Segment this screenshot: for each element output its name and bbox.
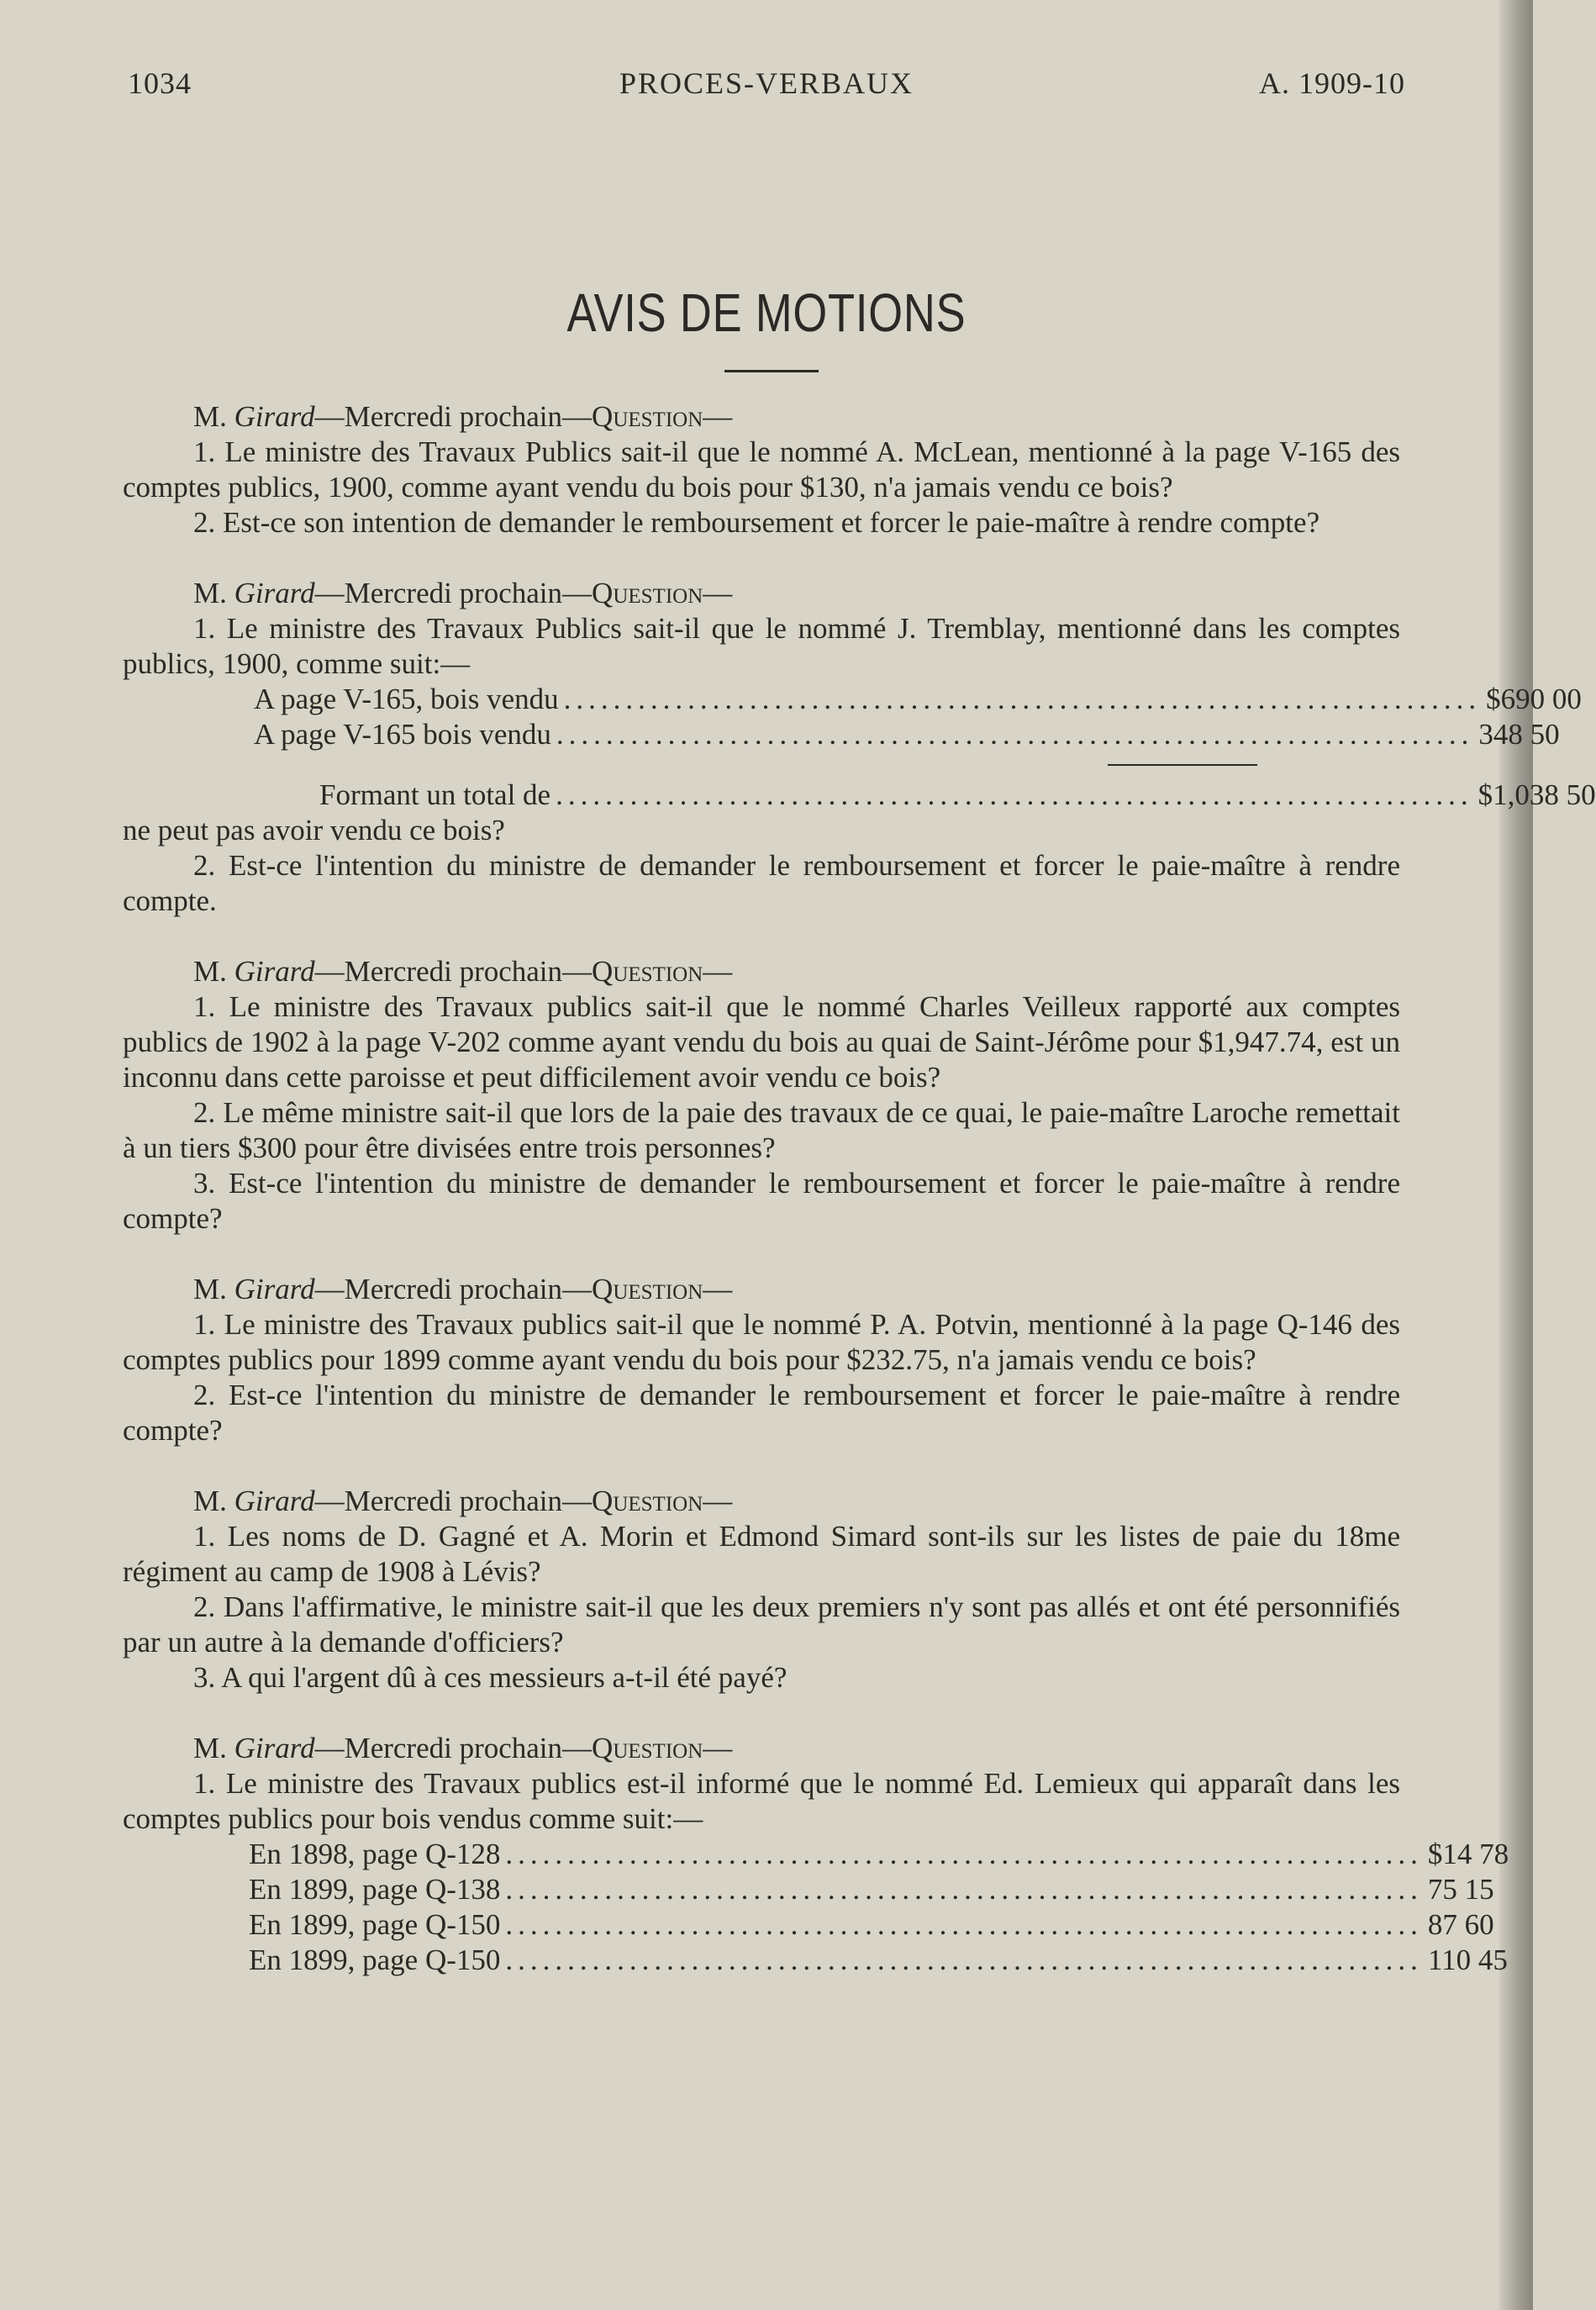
motion [123,1731,1509,1978]
motion-paragraph: 1. Le ministre des Travaux publics sait-il que le nommé P. A. Potvin, mentionné à la page Q-146 des comptes publics pour 1899 comme ayant vendu du bois pour $232.75, n'a jamais vendu ce bois? [123,1308,1400,1376]
leader-dots: .......................................................................... [556,778,1473,811]
sum-rule [1108,764,1257,766]
motion-paragraph: 1. Le ministre des Travaux publics sait-il que le nommé Charles Veilleux rapporté aux comptes publics de 1902 à la page V-202 comme ayant vendu du bois au quai de Saint-Jérôme pour $1,947.74, est un inconnu dans cette paroisse et peut difficilement avoir vendu ce bois? [123,990,1400,1094]
motion-intro: M. Girard—Mercredi prochain—Question— [193,1485,733,1517]
motion-paragraph: 1. Les noms de D. Gagné et A. Morin et Edmond Simard sont-ils sur les listes de paie du 18me régiment au camp de 1908 à Lévis? [123,1520,1400,1588]
motion-intro: M. Girard—Mercredi prochain—Question— [193,400,733,433]
ledger-row: En 1898, page Q-128 .......................................................................... $ 14 78 [249,1838,1509,1870]
ledger-row: En 1899, page Q-150 .......................................................................... 87 60 [249,1908,1494,1941]
motion-paragraph: 2. Dans l'affirmative, le ministre sait-il que les deux premiers n'y sont pas allés et ont été personnifiés par un autre à la demande d'officiers? [123,1590,1400,1659]
ledger-row: A page V-165, bois vendu .......................................................................... $ 690 00 [254,683,1582,715]
session-year: A. 1909-10 [1259,66,1405,100]
motion [123,1484,1400,1696]
member-name: Girard [234,1732,315,1764]
motion [123,576,1596,919]
ledger-row: A page V-165 bois vendu .......................................................................... 348 50 [254,718,1560,751]
motion-paragraph: 1. Le ministre des Travaux Publics sait-il que le nommé A. McLean, mentionné à la page V-165 des comptes publics, 1900, comme ayant vendu du bois pour $130, n'a jamais vendu ce bois? [123,435,1400,504]
leader-dots: .......................................................................... [505,1838,1423,1870]
running-title: PROCES-VERBAUX [619,66,914,100]
motion-intro: M. Girard—Mercredi prochain—Question— [193,577,733,609]
motion-intro: M. Girard—Mercredi prochain—Question— [193,1732,733,1764]
motion-paragraph: 3. A qui l'argent dû à ces messieurs a-t-il été payé? [193,1661,787,1694]
section-title: AVIS DE MOTIONS [566,282,967,343]
motion [123,399,1400,541]
member-name: Girard [234,1485,315,1517]
leader-dots: .......................................................................... [556,718,1474,751]
ledger-row: En 1899, page Q-150 .......................................................................... 110 45 [249,1943,1508,1976]
leader-dots: .......................................................................... [505,1873,1423,1906]
title-rule [724,370,819,372]
member-name: Girard [234,577,315,609]
motion [123,1272,1400,1448]
motion-paragraph: 2. Est-ce l'intention du ministre de demander le remboursement et forcer le paie-maître à rendre compte? [123,1379,1400,1447]
motion-paragraph: ne peut pas avoir vendu ce bois? [123,814,505,846]
member-name: Girard [234,1273,315,1305]
leader-dots: .......................................................................... [563,683,1482,715]
ledger-total-row: Formant un total de .......................................................................... $1,038 50 [319,778,1596,811]
motion-paragraph: 1. Le ministre des Travaux publics est-il informé que le nommé Ed. Lemieux qui apparaît dans les comptes publics pour bois vendus comme suit:— [123,1767,1400,1835]
motion-paragraph: 2. Est-ce son intention de demander le remboursement et forcer le paie-maître à rendre compte? [193,506,1320,539]
leader-dots: .......................................................................... [505,1943,1423,1976]
motions-body [123,399,1596,2013]
motion-paragraph: 2. Est-ce l'intention du ministre de demander le remboursement et forcer le paie-maître à rendre compte. [123,849,1400,917]
motion-paragraph: 3. Est-ce l'intention du ministre de demander le remboursement et forcer le paie-maître à rendre compte? [123,1167,1400,1235]
ledger-row: En 1899, page Q-138 .......................................................................... 75 15 [249,1873,1494,1906]
motion-paragraph: 1. Le ministre des Travaux Publics sait-il que le nommé J. Tremblay, mentionné dans les comptes publics, 1900, comme suit:— [123,612,1400,680]
motion-paragraph: 2. Le même ministre sait-il que lors de la paie des travaux de ce quai, le paie-maître Laroche remettait à un tiers $300 pour être divisées entre trois personnes? [123,1096,1400,1164]
motion [123,954,1400,1237]
page-number: 1034 [128,66,192,100]
member-name: Girard [234,955,315,988]
motion-intro: M. Girard—Mercredi prochain—Question— [193,955,733,988]
leader-dots: .......................................................................... [505,1908,1423,1941]
page-header [128,66,1405,108]
motion-intro: M. Girard—Mercredi prochain—Question— [193,1273,733,1305]
member-name: Girard [234,400,315,433]
